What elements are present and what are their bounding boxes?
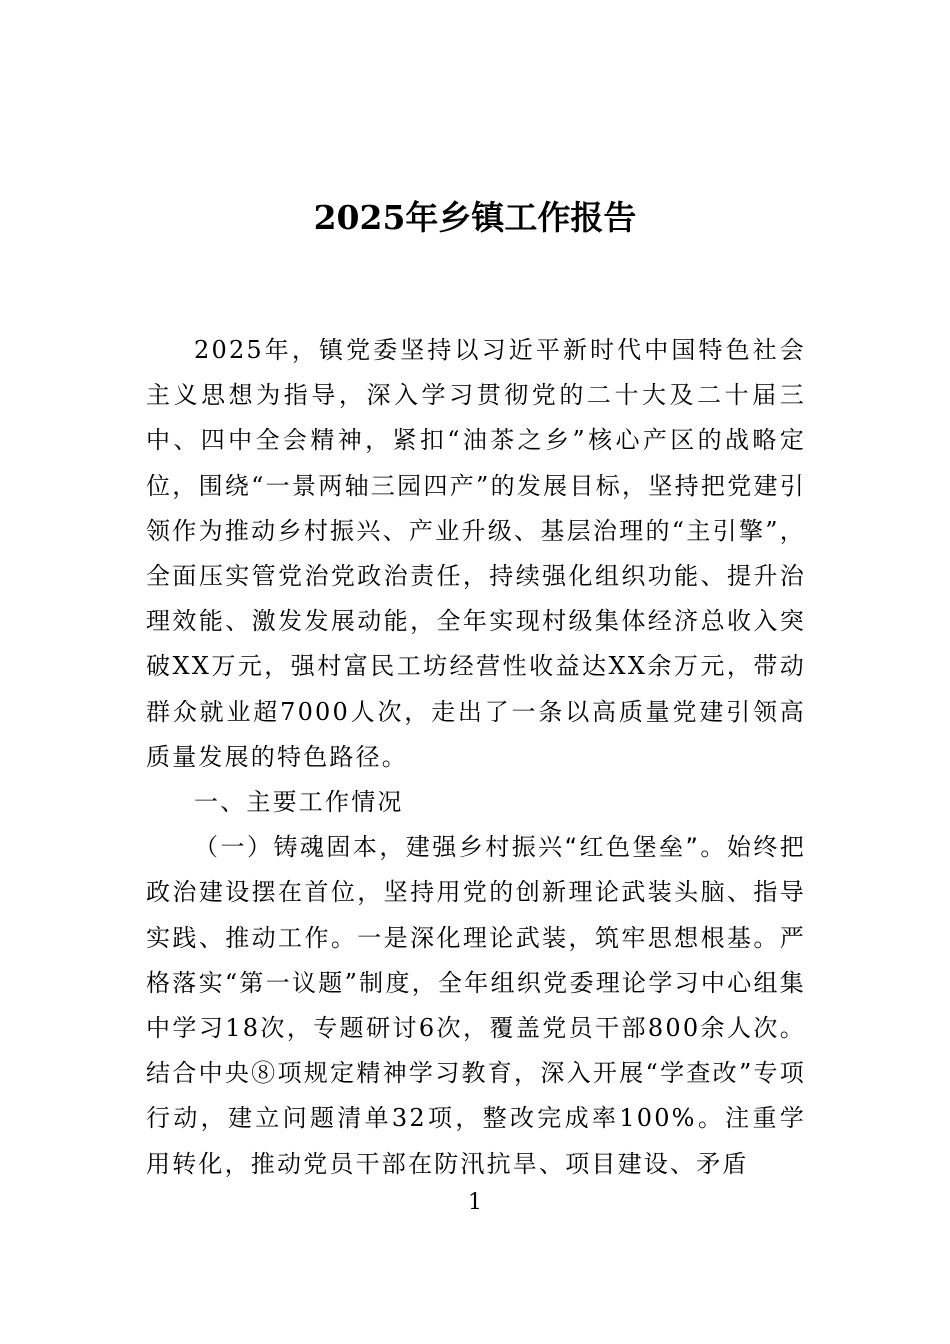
document-title: 2025年乡镇工作报告	[313, 198, 637, 237]
document-body	[146, 328, 806, 1187]
page-number: 1	[468, 1190, 482, 1215]
subsection-paragraph	[146, 825, 806, 1187]
section-heading: 一、主要工作情况	[194, 788, 404, 817]
subsection-body: 始终把政治建设摆在首位，坚持用党的创新理论武装头脑、指导实践、推动工作。一是深化理论武装，筑牢思想根基。严格落实“第一议题”制度，全年组织党委理论学习中心组集中学习18次，专题研讨6次，覆盖党员干部800余人次。结合中央⑧项规定精神学习教育，深入开展“学查改”专项行动，建立问题清单32项，整改完成率100%。注重学用转化，推动党员干部在防汛抗旱、项目建设、矛盾	[146, 833, 806, 1178]
intro-paragraph: 2025年，镇党委坚持以习近平新时代中国特色社会主义思想为指导，深入学习贯彻党的二十大及二十届三中、四中全会精神，紧扣“油茶之乡”核心产区的战略定位，围绕“一景两轴三园四产”的发展目标，坚持把党建引领作为推动乡村振兴、产业升级、基层治理的“主引擎”，全面压实管党治党政治责任，持续强化组织功能、提升治理效能、激发发展动能，全年实现村级集体经济总收入突破XX万元，强村富民工坊经营性收益达XX余万元，带动群众就业超7000人次，走出了一条以高质量党建引领高质量发展的特色路径。	[146, 336, 806, 771]
subsection-lead: （一）铸魂固本，建强乡村振兴“红色堡垒”。	[194, 833, 727, 862]
